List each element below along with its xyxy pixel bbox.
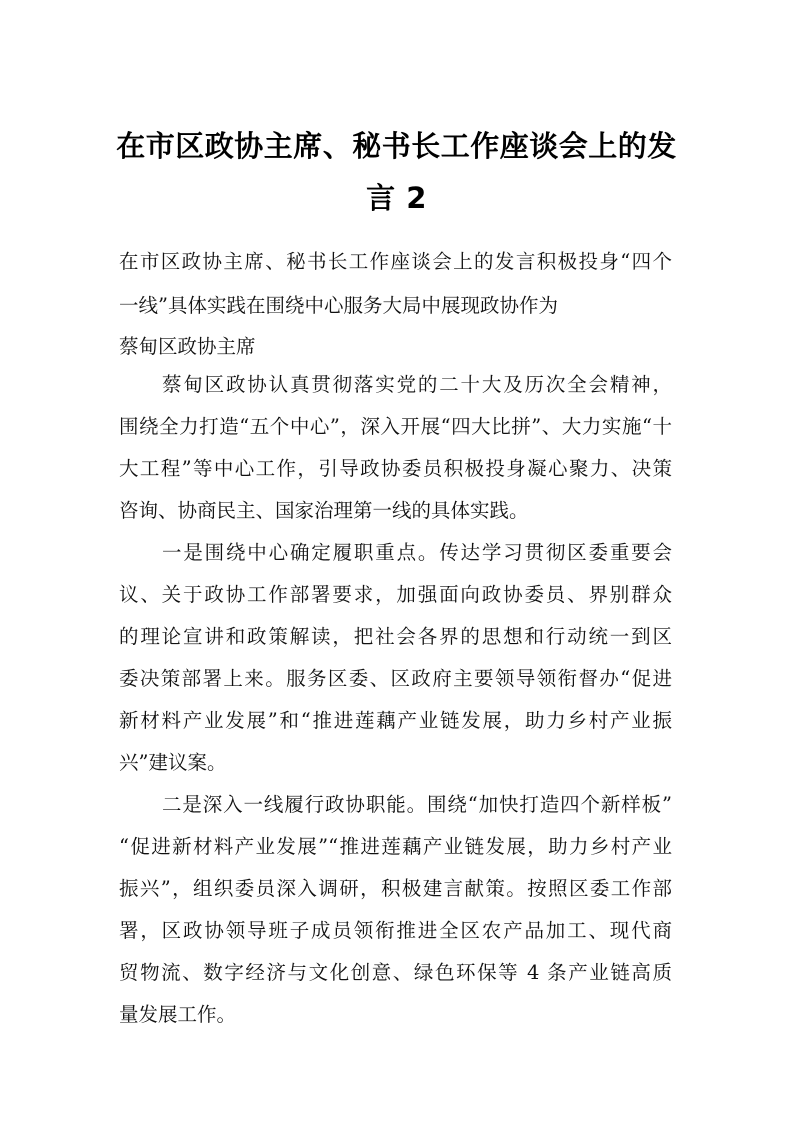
paragraph-3-line-5: 贸物流、数字经济与文化创意、绿色环保等 4 条产业链高质 [119, 961, 672, 984]
paragraph-2-line-6: 兴”建议案。 [119, 751, 227, 774]
paragraph-3-line-2: “促进新材料产业发展”“推进莲藕产业链发展，助力乡村产业 [119, 835, 672, 858]
paragraph-2-line-3: 的理论宣讲和政策解读，把社会各界的思想和行动统一到区 [119, 625, 672, 648]
paragraph-1-line-3: 大工程”等中心工作，引导政协委员积极投身凝心聚力、决策 [119, 457, 672, 480]
paragraph-2-line-5: 新材料产业发展”和“推进莲藕产业链发展，助力乡村产业振 [119, 709, 672, 732]
subtitle-line-2: 一线”具体实践在围绕中心服务大局中展现政协作为 [119, 294, 558, 317]
paragraph-3-line-1: 二是深入一线履行政协职能。围绕“加快打造四个新样板” [162, 793, 672, 816]
document-title-line-1: 在市区政协主席、秘书长工作座谈会上的发 [116, 129, 677, 163]
author-line: 蔡甸区政协主席 [119, 335, 256, 358]
paragraph-1-line-1: 蔡甸区政协认真贯彻落实党的二十大及历次全会精神， [162, 373, 672, 396]
paragraph-3-line-6: 量发展工作。 [119, 1003, 237, 1026]
paragraph-2-line-4: 委决策部署上来。服务区委、区政府主要领导领衔督办“促进 [119, 667, 672, 690]
paragraph-2-line-1: 一是围绕中心确定履职重点。传达学习贯彻区委重要会 [162, 541, 672, 564]
paragraph-1-line-2: 围绕全力打造“五个中心”，深入开展“四大比拼”、大力实施“十 [119, 415, 672, 438]
paragraph-1-line-4: 咨询、协商民主、国家治理第一线的具体实践。 [119, 499, 529, 522]
paragraph-3-line-3: 振兴”，组织委员深入调研，积极建言献策。按照区委工作部 [119, 877, 672, 900]
paragraph-2-line-2: 议、关于政协工作部署要求，加强面向政协委员、界别群众 [119, 583, 672, 606]
paragraph-3-line-4: 署，区政协领导班子成员领衔推进全区农产品加工、现代商 [119, 919, 672, 942]
document-title-line-2: 言 2 [366, 181, 427, 215]
subtitle-line-1: 在市区政协主席、秘书长工作座谈会上的发言积极投身“四个 [119, 250, 672, 273]
